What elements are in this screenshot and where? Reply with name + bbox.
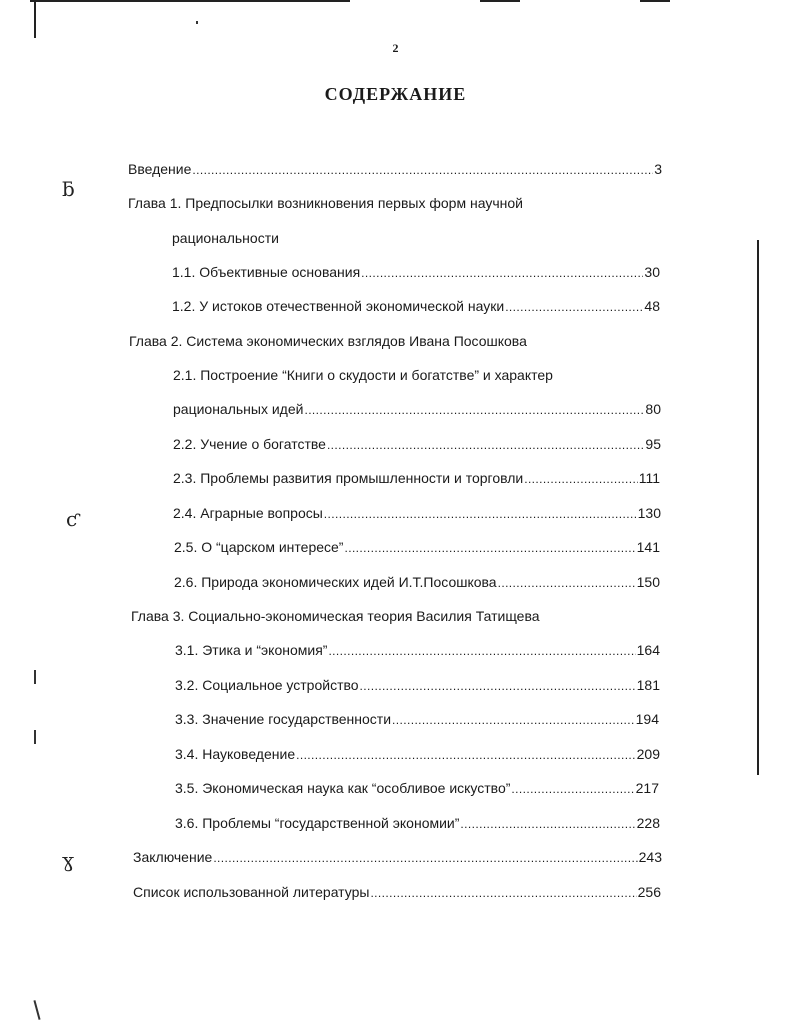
toc-entry-1-2 — [172, 297, 660, 316]
toc-entry-page: 80 — [645, 401, 661, 417]
toc-entry-page: 217 — [635, 780, 659, 796]
scan-edge-top-fragment — [640, 0, 670, 2]
dot-leader — [360, 677, 636, 695]
dot-leader — [304, 401, 644, 419]
toc-entry-page: 3 — [654, 161, 662, 177]
toc-entry-2-5 — [174, 538, 660, 557]
dot-leader — [344, 539, 635, 557]
scan-speck — [33, 1000, 40, 1020]
toc-entry-2-2 — [173, 435, 661, 454]
dot-leader — [498, 574, 636, 592]
dot-leader — [327, 436, 644, 454]
toc-entry-label: 3.6. Проблемы “государственной экономии” — [175, 815, 460, 831]
toc-entry-label: Введение — [128, 161, 192, 177]
toc-entry-label: 1.2. У истоков отечественной экономической науки — [172, 298, 505, 314]
dot-leader — [296, 746, 636, 764]
toc-entry-page: 243 — [638, 849, 662, 865]
dot-leader — [460, 815, 635, 833]
scan-edge-right — [757, 240, 759, 775]
toc-entry-3-4 — [175, 745, 660, 764]
toc-entry-label: рациональных идей — [173, 401, 304, 417]
toc-entry-conclusion — [133, 848, 662, 867]
dot-leader — [324, 505, 637, 523]
toc-entry-page: 209 — [636, 746, 660, 762]
toc-entry-label: 3.2. Социальное устройство — [175, 677, 359, 693]
toc-entry-label: 2.3. Проблемы развития промышленности и торговли — [173, 470, 524, 486]
toc-chapter-1-title: Глава 1. Предпосылки возникновения первых форм научной — [128, 195, 523, 211]
toc-entry-1-1 — [172, 263, 660, 282]
toc-entry-label: 3.4. Науковедение — [175, 746, 296, 762]
toc-entry-2-4 — [173, 504, 661, 523]
dot-leader — [511, 780, 634, 798]
toc-entry-page: 130 — [637, 505, 661, 521]
dot-leader — [213, 849, 637, 867]
toc-entry-page: 194 — [635, 711, 659, 727]
toc-entry-3-3 — [175, 710, 659, 729]
toc-entry-2-6 — [174, 573, 660, 592]
toc-entry-3-2 — [175, 676, 660, 695]
toc-entry-introduction — [128, 160, 662, 179]
handwritten-margin-mark: ɣ — [62, 848, 74, 872]
dot-leader — [328, 642, 635, 660]
dot-leader — [505, 298, 643, 316]
toc-chapter-1-title-continued: рациональности — [172, 230, 279, 246]
toc-entry-page: 150 — [636, 574, 660, 590]
toc-entry-label: 2.6. Природа экономических идей И.Т.Посошкова — [174, 574, 497, 590]
page-title: СОДЕРЖАНИЕ — [324, 84, 467, 104]
toc-entry-3-5 — [175, 779, 659, 798]
dot-leader — [370, 884, 636, 902]
toc-entry-label: 2.5. О “царском интересе” — [174, 539, 344, 555]
toc-entry-2-3 — [173, 469, 660, 488]
toc-entry-page: 95 — [645, 436, 661, 452]
toc-entry-3-1 — [175, 641, 660, 660]
scan-edge-top — [30, 0, 350, 2]
toc-entry-page: 141 — [636, 539, 660, 555]
scan-speck — [196, 21, 198, 24]
scan-edge-top-fragment — [480, 0, 520, 2]
toc-entry-page: 111 — [638, 470, 660, 486]
dot-leader — [524, 470, 638, 488]
toc-chapter-2-title: Глава 2. Система экономических взглядов Ивана Посошкова — [129, 333, 527, 349]
toc-entry-3-6 — [175, 814, 660, 833]
scan-speck — [34, 730, 36, 744]
toc-entry-label: 3.1. Этика и “экономия” — [175, 642, 328, 658]
handwritten-margin-mark: ƈ — [66, 507, 78, 531]
toc-entry-page: 48 — [644, 298, 660, 314]
toc-entry-bibliography — [133, 883, 661, 902]
toc-entry-2-1-first-line: 2.1. Построение “Книги о скудости и богатстве” и характер — [173, 367, 553, 383]
dot-leader — [392, 711, 635, 729]
toc-entry-label: Заключение — [133, 849, 213, 865]
page-number: 2 — [392, 41, 399, 55]
toc-chapter-3-title: Глава 3. Социально-экономическая теория Василия Татищева — [131, 608, 540, 624]
scan-edge-left — [34, 0, 36, 38]
toc-entry-page: 228 — [636, 815, 660, 831]
toc-entry-2-1 — [173, 400, 661, 419]
toc-entry-label: 3.3. Значение государственности — [175, 711, 392, 727]
scan-speck — [34, 670, 36, 684]
dot-leader — [361, 264, 643, 282]
toc-entry-label: Список использованной литературы — [133, 884, 370, 900]
toc-entry-page: 256 — [637, 884, 661, 900]
toc-entry-page: 30 — [644, 264, 660, 280]
toc-entry-label: 3.5. Экономическая наука как “особливое искуство” — [175, 780, 511, 796]
toc-entry-page: 164 — [636, 642, 660, 658]
toc-entry-label: 2.4. Аграрные вопросы — [173, 505, 323, 521]
handwritten-margin-mark: ƃ — [62, 177, 75, 201]
toc-entry-page: 181 — [636, 677, 660, 693]
toc-entry-label: 1.1. Объективные основания — [172, 264, 361, 280]
toc-entry-label: 2.2. Учение о богатстве — [173, 436, 326, 452]
dot-leader — [192, 161, 653, 179]
